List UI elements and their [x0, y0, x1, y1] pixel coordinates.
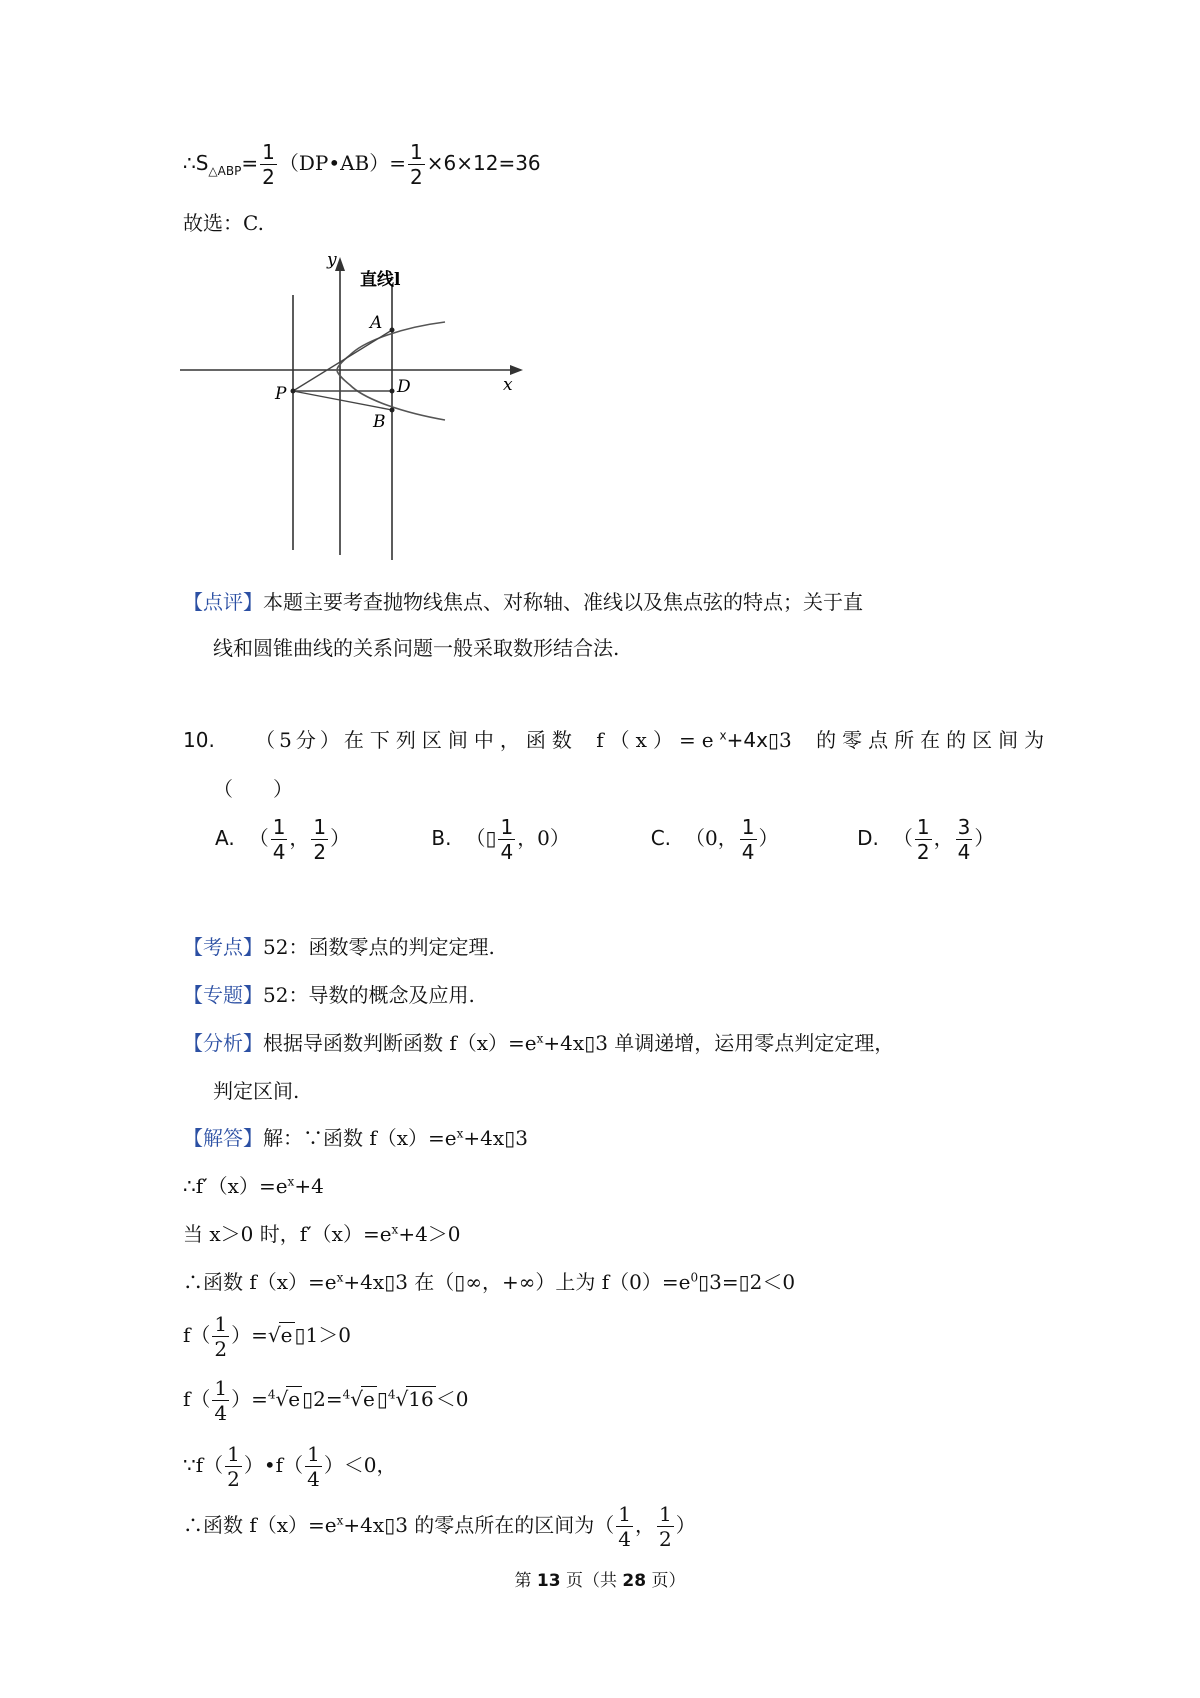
- option-C[interactable]: C. （0， $\frac{1}{4}$ ）: [650, 815, 779, 864]
- q10-score: （5分）: [255, 728, 344, 752]
- kaodian-line: [183, 931, 495, 960]
- fraction-half-2: $\frac{1}{2}$: [410, 140, 423, 189]
- q10-options: [215, 815, 994, 864]
- review-line-1: [183, 586, 863, 615]
- label-B: B: [373, 412, 386, 432]
- area-formula-line: [183, 140, 541, 189]
- choice-line: 故选：C.: [183, 211, 264, 235]
- fraction-half: $\frac{1}{2}$: [262, 140, 275, 189]
- unknown-glyph: ▯: [504, 1126, 516, 1150]
- q10-stem: 10. （5分）在下列区间中，函数 $f(x)=e^x+4x▯3$ 的零点所在的区间为: [183, 728, 1051, 752]
- equals: =: [241, 151, 259, 175]
- review-tag: 【点评】: [183, 590, 263, 614]
- label-A: A: [370, 313, 383, 333]
- parabola-figure: [175, 255, 535, 565]
- unknown-glyph: ▯: [738, 1270, 750, 1294]
- zhuanti-line: [183, 979, 475, 1008]
- q10-paren: （ ）: [213, 777, 293, 801]
- zhuanti-text: 52：导数的概念及应用.: [263, 983, 475, 1007]
- fenxi-line-2: 判定区间.: [213, 1079, 300, 1103]
- jieda-line-1: 【解答】解：∵函数 $f(x)=e^x+4x▯3$: [183, 1126, 528, 1150]
- fenxi-line-1: 【分析】根据导函数判断函数 $f(x)=e^x+4x▯3$ 单调递增，运用零点判定定理，: [183, 1031, 895, 1055]
- unknown-glyph: ▯: [485, 826, 497, 850]
- triangle-subscript: △ABP: [208, 164, 242, 178]
- page-footer: 第 13 页（共 28 页）: [514, 1571, 686, 1591]
- segment-PA: [293, 330, 392, 391]
- formula-tail: ×6×12=36: [426, 151, 541, 175]
- unknown-glyph: ▯: [584, 1031, 596, 1055]
- option-A[interactable]: A. （ $\frac{1}{4}$ ， $\frac{1}{2}$ ）: [215, 815, 351, 864]
- q10-number: 10.: [183, 728, 215, 752]
- therefore-symbol: ∴S: [183, 151, 209, 175]
- x-label: x: [503, 375, 513, 395]
- parabola-curve: [337, 322, 445, 420]
- kaodian-tag: 【考点】: [183, 935, 263, 959]
- point-D: [390, 389, 395, 394]
- jieda-line-8: ∴函数 $f(x)=e^x+4x▯3$ 的零点所在的区间为（ $\frac{1}{4}$ ， $\frac{1}{2}$ ）: [183, 1502, 696, 1551]
- point-P: [291, 389, 296, 394]
- page-number: 13: [536, 1571, 561, 1591]
- review-line-2: 线和圆锥曲线的关系问题一般采取数形结合法.: [213, 636, 620, 660]
- option-B[interactable]: B. （▯ $\frac{1}{4}$ ，0）: [431, 815, 570, 864]
- point-B: [390, 408, 395, 413]
- jieda-line-4: ∴函数 $f(x)=e^x+4x▯3$ 在（▯∞，+∞）上为 $f(0)=e^0▯3=▯2<0$: [183, 1270, 796, 1294]
- jieda-line-2: $\therefore f'(x)=e^x+4$: [183, 1174, 324, 1198]
- label-P: P: [275, 384, 287, 404]
- unknown-glyph: ▯: [294, 1323, 306, 1347]
- fenxi-tag: 【分析】: [183, 1031, 263, 1055]
- zhuanti-tag: 【专题】: [183, 983, 263, 1007]
- unknown-glyph: ▯: [376, 1387, 388, 1411]
- unknown-glyph: ▯: [384, 1270, 396, 1294]
- formula-middle: （DP•AB）=: [278, 151, 407, 175]
- unknown-glyph: ▯: [384, 1513, 396, 1537]
- y-label: y: [327, 255, 337, 270]
- jieda-line-6: f（ $\frac{1}{4}$ ）=$^4$√e ▯2=$^4$√e ▯$^4$√16 ＜0: [183, 1376, 469, 1425]
- x-axis-arrow: [510, 365, 523, 375]
- unknown-glyph: ▯: [767, 728, 779, 752]
- jieda-line-7: ∵f（ $\frac{1}{2}$ ）•f（ $\frac{1}{4}$ ）＜0，: [183, 1442, 397, 1491]
- unknown-glyph: ▯: [454, 1270, 466, 1294]
- review-text-1: 本题主要考查抛物线焦点、对称轴、准线以及焦点弦的特点；关于直: [263, 590, 863, 614]
- unknown-glyph: ▯: [302, 1387, 314, 1411]
- jieda-line-5: f（ $\frac{1}{2}$ ）=√e ▯1＞0: [183, 1312, 351, 1361]
- unknown-glyph: ▯: [698, 1270, 710, 1294]
- jieda-line-3: 当 x＞0 时，$f'(x)=e^x+4>0$: [183, 1222, 461, 1246]
- line-l-label: 直线l: [360, 270, 401, 290]
- label-D: D: [397, 377, 411, 397]
- jieda-tag: 【解答】: [183, 1126, 263, 1150]
- page-total: 28: [622, 1571, 647, 1591]
- kaodian-text: 52：函数零点的判定定理.: [263, 935, 495, 959]
- option-D[interactable]: D. （ $\frac{1}{2}$ ， $\frac{3}{4}$ ）: [857, 815, 995, 864]
- point-A: [390, 328, 395, 333]
- q10-stem-text: 在下列区间中，函数 f（x）=e: [343, 728, 720, 752]
